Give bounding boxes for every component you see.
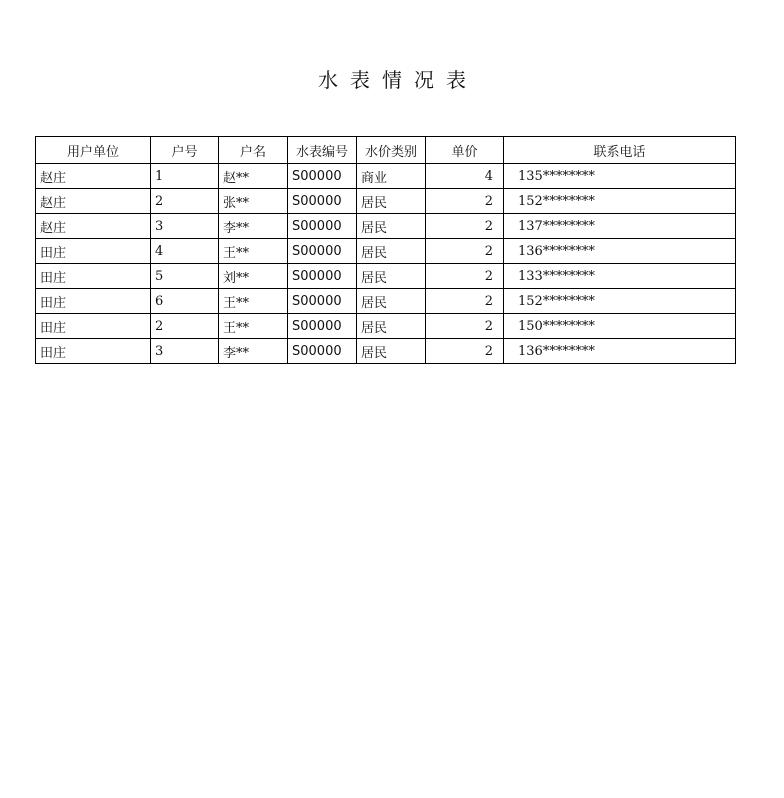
table-row <box>36 239 736 264</box>
cell-account-no: 3 <box>151 339 219 364</box>
header-meter-no: 水表编号 <box>288 137 357 164</box>
cell-phone: 133******** <box>504 264 736 289</box>
cell-unit: 田庄 <box>36 264 151 289</box>
cell-price: 2 <box>426 339 504 364</box>
cell-account-name: 王** <box>219 239 288 264</box>
cell-price: 2 <box>426 214 504 239</box>
cell-price: 2 <box>426 264 504 289</box>
cell-category: 居民 <box>357 289 426 314</box>
cell-meter-no: S00000 <box>288 239 357 264</box>
cell-meter-no: S00000 <box>288 214 357 239</box>
cell-account-no: 4 <box>151 239 219 264</box>
cell-meter-no: S00000 <box>288 264 357 289</box>
cell-price: 2 <box>426 239 504 264</box>
table-row <box>36 214 736 239</box>
cell-account-name: 赵** <box>219 164 288 189</box>
cell-unit: 田庄 <box>36 289 151 314</box>
water-meter-table <box>35 136 736 364</box>
cell-category: 居民 <box>357 264 426 289</box>
header-user-unit: 用户单位 <box>36 137 151 164</box>
cell-account-no: 1 <box>151 164 219 189</box>
cell-account-name: 张** <box>219 189 288 214</box>
cell-meter-no: S00000 <box>288 339 357 364</box>
cell-account-name: 刘** <box>219 264 288 289</box>
cell-category: 居民 <box>357 189 426 214</box>
cell-account-no: 3 <box>151 214 219 239</box>
cell-meter-no: S00000 <box>288 289 357 314</box>
header-account-no: 户号 <box>151 137 219 164</box>
cell-meter-no: S00000 <box>288 164 357 189</box>
table-row <box>36 164 736 189</box>
cell-meter-no: S00000 <box>288 314 357 339</box>
table-row <box>36 339 736 364</box>
cell-price: 2 <box>426 314 504 339</box>
cell-account-no: 2 <box>151 314 219 339</box>
table-row <box>36 314 736 339</box>
cell-category: 居民 <box>357 339 426 364</box>
page-title: 水表情况表 <box>318 68 478 92</box>
cell-phone: 136******** <box>504 339 736 364</box>
cell-unit: 田庄 <box>36 239 151 264</box>
cell-unit: 田庄 <box>36 314 151 339</box>
cell-unit: 赵庄 <box>36 164 151 189</box>
header-price-category: 水价类别 <box>357 137 426 164</box>
cell-price: 4 <box>426 164 504 189</box>
cell-category: 居民 <box>357 214 426 239</box>
cell-account-no: 6 <box>151 289 219 314</box>
cell-phone: 136******** <box>504 239 736 264</box>
table-row <box>36 289 736 314</box>
cell-unit: 田庄 <box>36 339 151 364</box>
cell-phone: 137******** <box>504 214 736 239</box>
header-phone: 联系电话 <box>504 137 736 164</box>
cell-unit: 赵庄 <box>36 189 151 214</box>
table-row <box>36 264 736 289</box>
cell-account-name: 李** <box>219 339 288 364</box>
cell-phone: 150******** <box>504 314 736 339</box>
cell-account-no: 2 <box>151 189 219 214</box>
cell-price: 2 <box>426 289 504 314</box>
cell-account-no: 5 <box>151 264 219 289</box>
cell-meter-no: S00000 <box>288 189 357 214</box>
cell-account-name: 李** <box>219 214 288 239</box>
cell-category: 居民 <box>357 239 426 264</box>
cell-phone: 152******** <box>504 289 736 314</box>
cell-account-name: 王** <box>219 314 288 339</box>
cell-account-name: 王** <box>219 289 288 314</box>
cell-price: 2 <box>426 189 504 214</box>
table-header-row <box>36 137 736 164</box>
table-row <box>36 189 736 214</box>
header-unit-price: 单价 <box>426 137 504 164</box>
cell-category: 商业 <box>357 164 426 189</box>
header-account-name: 户名 <box>219 137 288 164</box>
cell-category: 居民 <box>357 314 426 339</box>
cell-phone: 152******** <box>504 189 736 214</box>
cell-unit: 赵庄 <box>36 214 151 239</box>
cell-phone: 135******** <box>504 164 736 189</box>
